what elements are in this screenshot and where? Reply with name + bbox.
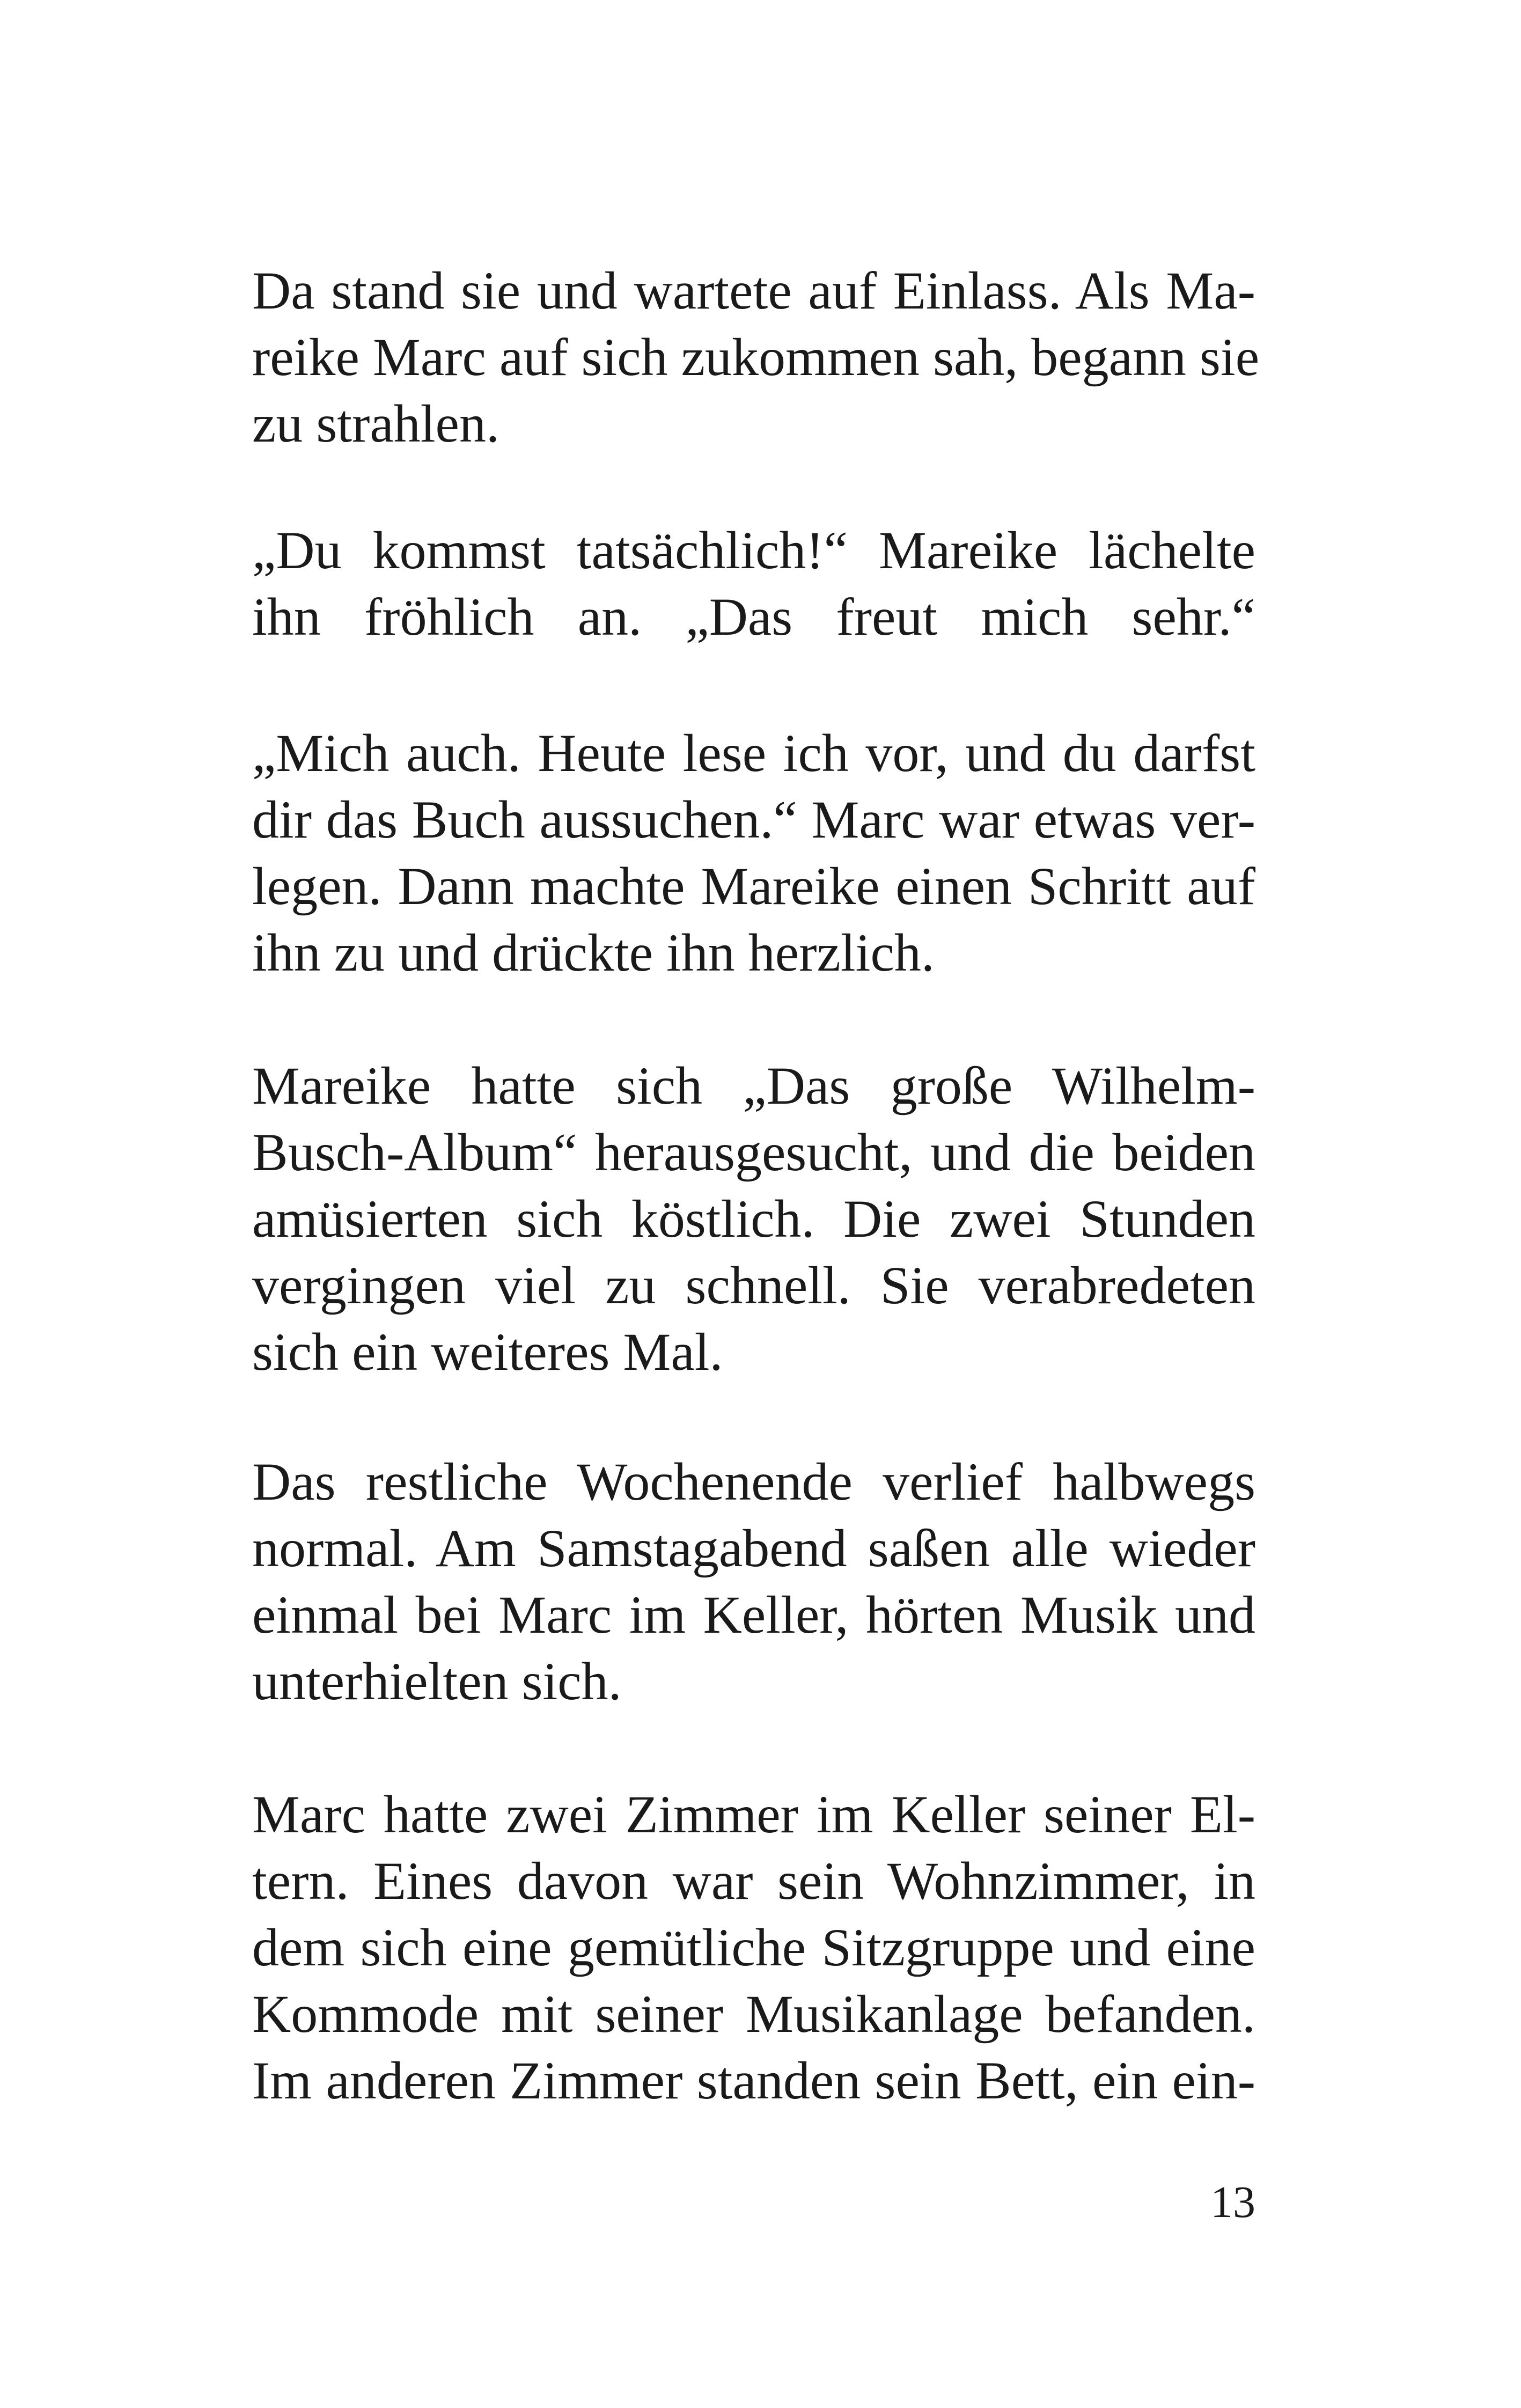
text-line: normal. Am Samstagabend saßen alle wieder: [252, 1518, 1255, 1578]
text-line: Da stand sie und wartete auf Einlass. Als Ma-: [252, 261, 1255, 320]
text-line: ihn fröhlich an. „Das freut mich sehr.“: [252, 587, 1255, 647]
paragraph-4: [252, 1053, 1255, 1385]
text-line: Im anderen Zimmer standen sein Bett, ein ein-: [252, 2051, 1255, 2110]
text-line: Das restliche Wochenende verlief halbwegs: [252, 1452, 1255, 1511]
text-line: Kommode mit seiner Musikanlage befanden.: [252, 1984, 1255, 2044]
text-line: vergingen viel zu schnell. Sie verabredeten: [252, 1256, 1255, 1315]
paragraph-1: [252, 258, 1260, 457]
text-line: Marc hatte zwei Zimmer im Keller seiner El-: [252, 1785, 1255, 1844]
text-line: dir das Buch aussuchen.“ Marc war etwas ver-: [252, 790, 1255, 849]
text-line: „Mich auch. Heute lese ich vor, und du darfst: [252, 723, 1255, 783]
text-line: Busch-Album“ herausgesucht, und die beiden: [252, 1122, 1255, 1182]
page-number: 13: [1210, 2177, 1255, 2227]
text-line: tern. Eines davon war sein Wohnzimmer, in: [252, 1851, 1255, 1911]
book-page: [252, 0, 1260, 2408]
paragraph-3: [252, 720, 1255, 986]
paragraph-2: [252, 517, 1255, 650]
text-line: sich ein weiteres Mal.: [252, 1322, 723, 1382]
text-line: dem sich eine gemütliche Sitzgruppe und eine: [252, 1918, 1255, 1977]
text-line: unterhielten sich.: [252, 1651, 622, 1711]
text-line: ihn zu und drückte ihn herzlich.: [252, 923, 935, 982]
text-line: reike Marc auf sich zukommen sah, begann sie: [252, 327, 1260, 387]
text-line: „Du kommst tatsächlich!“ Mareike lächelte: [252, 520, 1255, 580]
text-line: legen. Dann machte Mareike einen Schritt auf: [252, 856, 1255, 916]
text-line: Mareike hatte sich „Das große Wilhelm-: [252, 1056, 1255, 1115]
paragraph-6: [252, 1781, 1255, 2114]
text-line: zu strahlen.: [252, 394, 499, 453]
text-line: amüsierten sich köstlich. Die zwei Stunden: [252, 1189, 1255, 1249]
text-line: einmal bei Marc im Keller, hörten Musik und: [252, 1585, 1255, 1645]
paragraph-5: [252, 1449, 1255, 1715]
